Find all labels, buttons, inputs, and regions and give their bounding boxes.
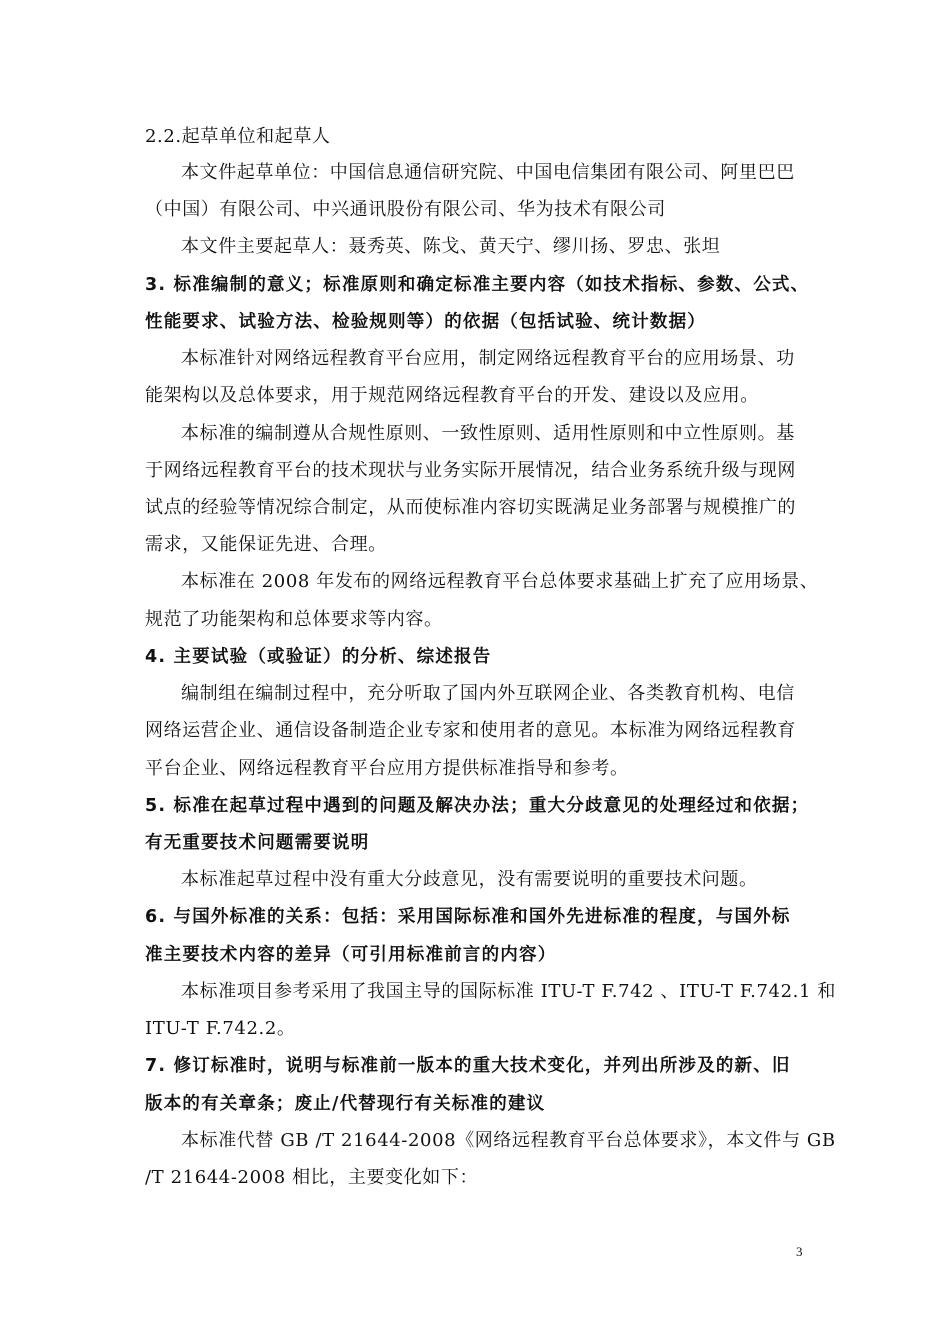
paragraph-line: 能架构以及总体要求，用于规范网络远程教育平台的开发、建设以及应用。 [145,385,759,406]
subsection-heading-2-2: 2.2.起草单位和起草人 [145,126,331,147]
paragraph-line: 本标准代替 GB /T 21644-2008《网络远程教育平台总体要求》，本文件与 GB [181,1130,836,1151]
paragraph-line: 本标准起草过程中没有重大分歧意见，没有需要说明的重要技术问题。 [181,869,758,890]
paragraph-line: 本标准项目参考采用了我国主导的国际标准 ITU-T F.742 、ITU-T F.742.1 和 [181,981,836,1002]
paragraph-line: 本标准的编制遵从合规性原则、一致性原则、适用性原则和中立性原则。基 [181,423,795,444]
paragraph-line: 网络运营企业、通信设备制造企业专家和使用者的意见。本标准为网络远程教育 [145,720,796,741]
paragraph-line: 本文件主要起草人：聂秀英、陈戈、黄天宁、缪川扬、罗忠、张坦 [181,236,721,257]
section-heading-3-cont: 性能要求、试验方法、检验规则等）的依据（包括试验、统计数据） [145,312,706,332]
paragraph-line: 编制组在编制过程中，充分听取了国内外互联网企业、各类教育机构、电信 [181,683,795,704]
paragraph-line: /T 21644-2008 相比，主要变化如下： [145,1167,479,1188]
section-heading-6-cont: 准主要技术内容的差异（可引用标准前言的内容） [145,945,557,965]
paragraph-line: （中国）有限公司、中兴通讯股份有限公司、华为技术有限公司 [145,199,666,220]
paragraph-line: 试点的经验等情况综合制定，从而使标准内容切实既满足业务部署与规模推广的 [145,497,796,518]
paragraph-line: 本文件起草单位：中国信息通信研究院、中国电信集团有限公司、阿里巴巴 [181,162,795,183]
section-heading-7-cont: 版本的有关章条；废止/代替现行有关标准的建议 [145,1094,546,1114]
paragraph-line: 于网络远程教育平台的技术现状与业务实际开展情况，结合业务系统升级与现网 [145,460,796,481]
section-heading-5-cont: 有无重要技术问题需要说明 [145,833,370,853]
paragraph-line: 本标准针对网络远程教育平台应用，制定网络远程教育平台的应用场景、功 [181,348,795,369]
section-heading-5: 5. 标准在起草过程中遇到的问题及解决办法；重大分歧意见的处理经过和依据； [145,796,810,816]
paragraph-line: 本标准在 2008 年发布的网络远程教育平台总体要求基础上扩充了应用场景、 [181,571,819,592]
paragraph-line: 规范了功能架构和总体要求等内容。 [145,609,443,630]
section-heading-4: 4. 主要试验（或验证）的分析、综述报告 [145,647,492,667]
paragraph-line: 平台企业、网络远程教育平台应用方提供标准指导和参考。 [145,758,629,779]
paragraph-line: 需求，又能保证先进、合理。 [145,534,387,555]
page-number: 3 [796,1244,803,1259]
section-heading-6: 6. 与国外标准的关系：包括：采用国际标准和国外先进标准的程度，与国外标 [145,907,791,927]
paragraph-line: ITU-T F.742.2。 [145,1018,296,1039]
section-heading-3: 3. 标准编制的意义；标准原则和确定标准主要内容（如技术指标、参数、公式、 [145,275,810,295]
section-heading-7: 7. 修订标准时，说明与标准前一版本的重大技术变化，并列出所涉及的新、旧 [145,1056,791,1076]
